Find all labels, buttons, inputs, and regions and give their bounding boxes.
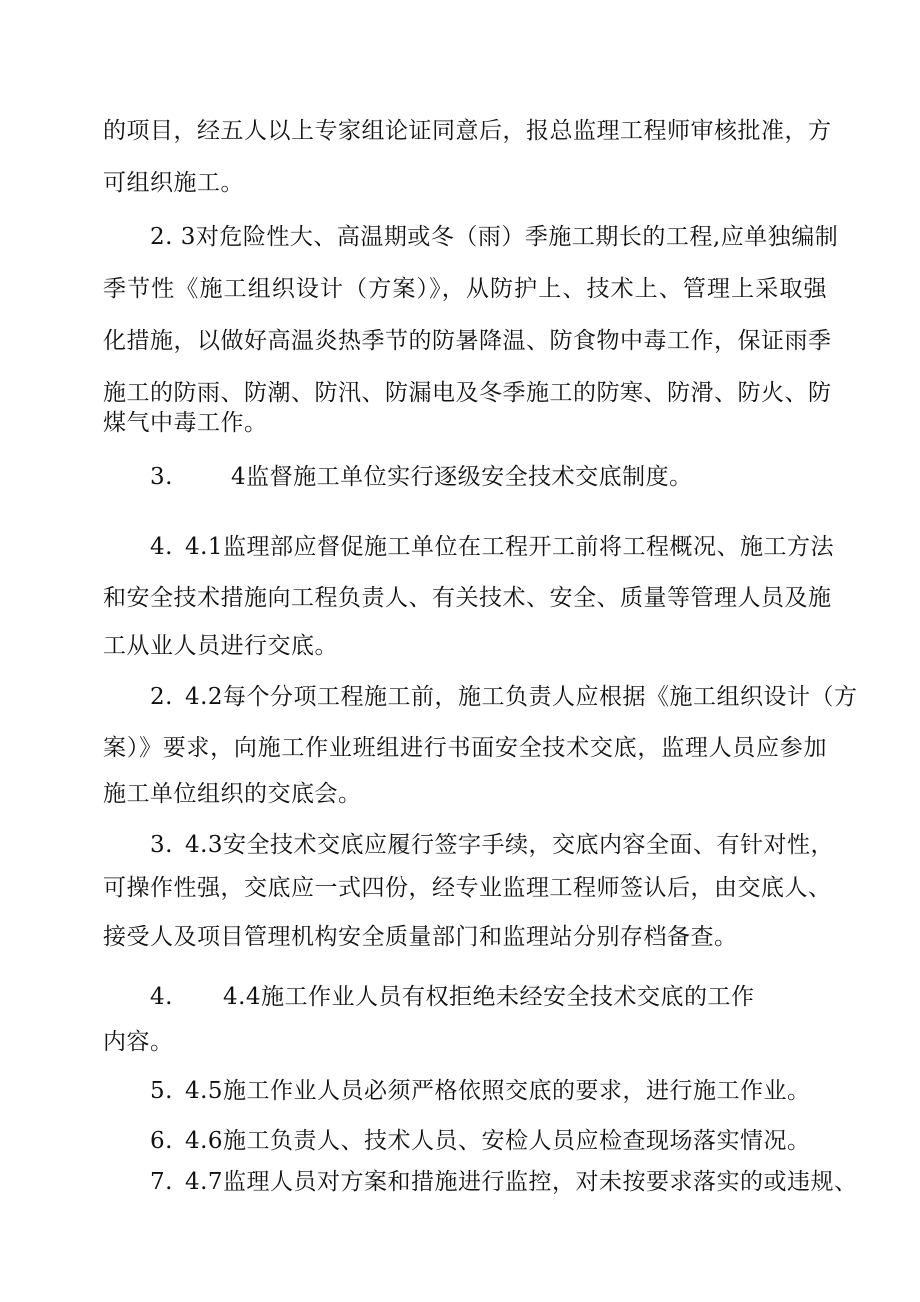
paragraph-first-line (150, 1126, 811, 1156)
paragraph-line: 可组织施工。 (103, 170, 244, 196)
paragraph-text: 对危险性大、高温期或冬（雨）季施工期长的工程,应单独编制 (195, 224, 839, 250)
paragraph-text: 每个分项工程施工前，施工负责人应根据《施工组织设计（方 (223, 684, 858, 710)
paragraph-first-line (150, 982, 755, 1012)
paragraph-line: 化措施，以做好高温炎热季节的防暑降温、防食物中毒工作，保证雨季 (103, 328, 832, 354)
paragraph-subnumber: 4.4 (222, 984, 262, 1010)
paragraph-number: 6. (150, 1128, 173, 1154)
paragraph-subnumber: 4.5 (184, 1078, 224, 1104)
paragraph-subnumber: 4 (230, 464, 247, 490)
paragraph-line: 案）》要求，向施工作业班组进行书面安全技术交底，监理人员应参加 (103, 735, 827, 761)
paragraph-line: 煤气中毒工作。 (103, 410, 268, 436)
paragraph-first-line (150, 682, 858, 712)
paragraph-subnumber: 4.7 (184, 1169, 224, 1195)
paragraph-line: 可操作性强，交底应一式四份，经专业监理工程师签认后，由交底人、 (103, 875, 832, 901)
paragraph-subnumber: 4.3 (184, 832, 224, 858)
paragraph-number: 4. (150, 984, 173, 1010)
paragraph-text: 安全技术交底应履行签字手续，交底内容全面、有针对性， (223, 832, 835, 858)
paragraph-first-line (150, 1076, 811, 1106)
paragraph-text: 施工作业人员必须严格依照交底的要求，进行施工作业。 (223, 1078, 811, 1104)
paragraph-text: 施工负责人、技术人员、安检人员应检查现场落实情况。 (223, 1128, 811, 1154)
paragraph-subnumber: 4.1 (184, 534, 224, 560)
paragraph-text: 监理部应督促施工单位在工程开工前将工程概况、施工方法 (223, 534, 835, 560)
paragraph-number: 2. (150, 684, 173, 710)
paragraph-first-line (150, 462, 693, 492)
paragraph-number: 3. (150, 832, 173, 858)
paragraph-subnumber: 4.6 (184, 1128, 224, 1154)
paragraph-number: 3. (150, 464, 173, 490)
paragraph-line: 的项目，经五人以上专家组论证同意后，报总监理工程师审核批准，方 (103, 118, 832, 144)
paragraph-number: 7. (150, 1169, 173, 1195)
paragraph-number: 4. (150, 534, 173, 560)
paragraph-first-line (150, 830, 835, 860)
paragraph-first-line (150, 532, 835, 562)
paragraph-line: 施工单位组织的交底会。 (103, 781, 362, 807)
paragraph-text: 施工作业人员有权拒绝未经安全技术交底的工作 (261, 984, 755, 1010)
paragraph-line: 内容。 (103, 1029, 174, 1055)
paragraph-line: 施工的防雨、防潮、防汛、防漏电及冬季施工的防寒、防滑、防火、防 (103, 380, 832, 406)
paragraph-line: 和安全技术措施向工程负责人、有关技术、安全、质量等管理人员及施 (103, 585, 832, 611)
paragraph-line: 季节性《施工组织设计（方案）》，从防护上、技术上、管理上采取强 (103, 276, 827, 302)
paragraph-first-line (150, 1167, 858, 1197)
paragraph-first-line (150, 222, 839, 252)
paragraph-text: 监理人员对方案和措施进行监控，对未按要求落实的或违规、 (223, 1169, 858, 1195)
paragraph-line: 接受人及项目管理机构安全质量部门和监理站分别存档备查。 (103, 924, 738, 950)
paragraph-text: 监督施工单位实行逐级安全技术交底制度。 (246, 464, 693, 490)
paragraph-number: 2. 3 (150, 224, 196, 250)
paragraph-line: 工从业人员进行交底。 (103, 633, 338, 659)
paragraph-subnumber: 4.2 (184, 684, 224, 710)
paragraph-number: 5. (150, 1078, 173, 1104)
